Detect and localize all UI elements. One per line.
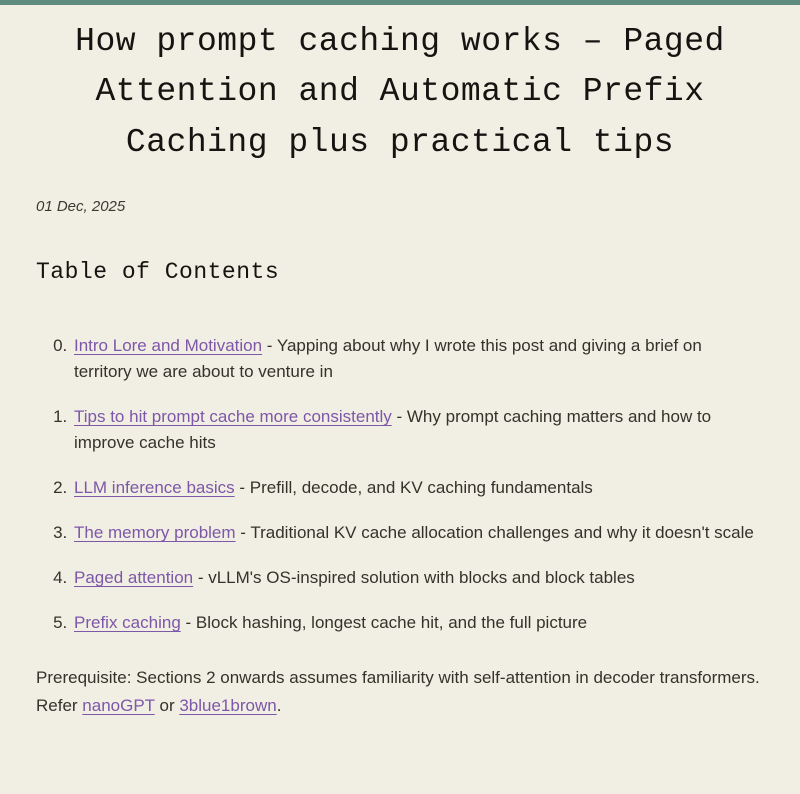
toc-link[interactable]: Tips to hit prompt cache more consistently bbox=[74, 407, 392, 427]
toc-item bbox=[72, 404, 764, 456]
prerequisite-note bbox=[36, 664, 764, 720]
nanogpt-link[interactable]: nanoGPT bbox=[82, 696, 155, 716]
table-of-contents-heading: Table of Contents bbox=[36, 259, 280, 286]
post-title: How prompt caching works – Paged Attention and Automatic Prefix Caching plus practical tips bbox=[75, 23, 725, 161]
toc-link[interactable]: The memory problem bbox=[74, 523, 236, 543]
toc-item-description: - Traditional KV cache allocation challenges and why it doesn't scale bbox=[235, 523, 754, 543]
toc-item bbox=[72, 475, 764, 501]
toc-item-description: - Why prompt caching matters and how to improve cache hits bbox=[74, 407, 712, 453]
toc-item-description: - Block hashing, longest cache hit, and the full picture bbox=[180, 613, 588, 633]
toc-link[interactable]: LLM inference basics bbox=[74, 478, 235, 498]
toc-item bbox=[72, 520, 764, 546]
3blue1brown-link[interactable]: 3blue1brown bbox=[179, 696, 277, 716]
toc-item-description: - Prefill, decode, and KV caching fundamentals bbox=[234, 478, 593, 498]
table-of-contents-list bbox=[36, 333, 764, 636]
post-date: 01 Dec, 2025 bbox=[36, 198, 126, 216]
prerequisite-text: Prerequisite: Sections 2 onwards assumes familiarity with self-attention in decoder transformers. Refer bbox=[36, 668, 760, 716]
top-accent-bar bbox=[0, 0, 800, 5]
toc-link[interactable]: Paged attention bbox=[74, 568, 194, 588]
toc-item-description: - Yapping about why I wrote this post and giving a brief on territory we are about to venture in bbox=[74, 336, 702, 382]
toc-link[interactable]: Intro Lore and Motivation bbox=[74, 336, 263, 356]
prerequisite-conjunction: or bbox=[154, 696, 180, 716]
toc-link[interactable]: Prefix caching bbox=[74, 613, 181, 633]
article-page bbox=[0, 17, 800, 794]
toc-item bbox=[72, 565, 764, 591]
toc-item bbox=[72, 610, 764, 636]
toc-item bbox=[72, 333, 764, 385]
prerequisite-period: . bbox=[276, 696, 282, 716]
toc-item-description: - vLLM's OS-inspired solution with blocks and block tables bbox=[193, 568, 635, 588]
